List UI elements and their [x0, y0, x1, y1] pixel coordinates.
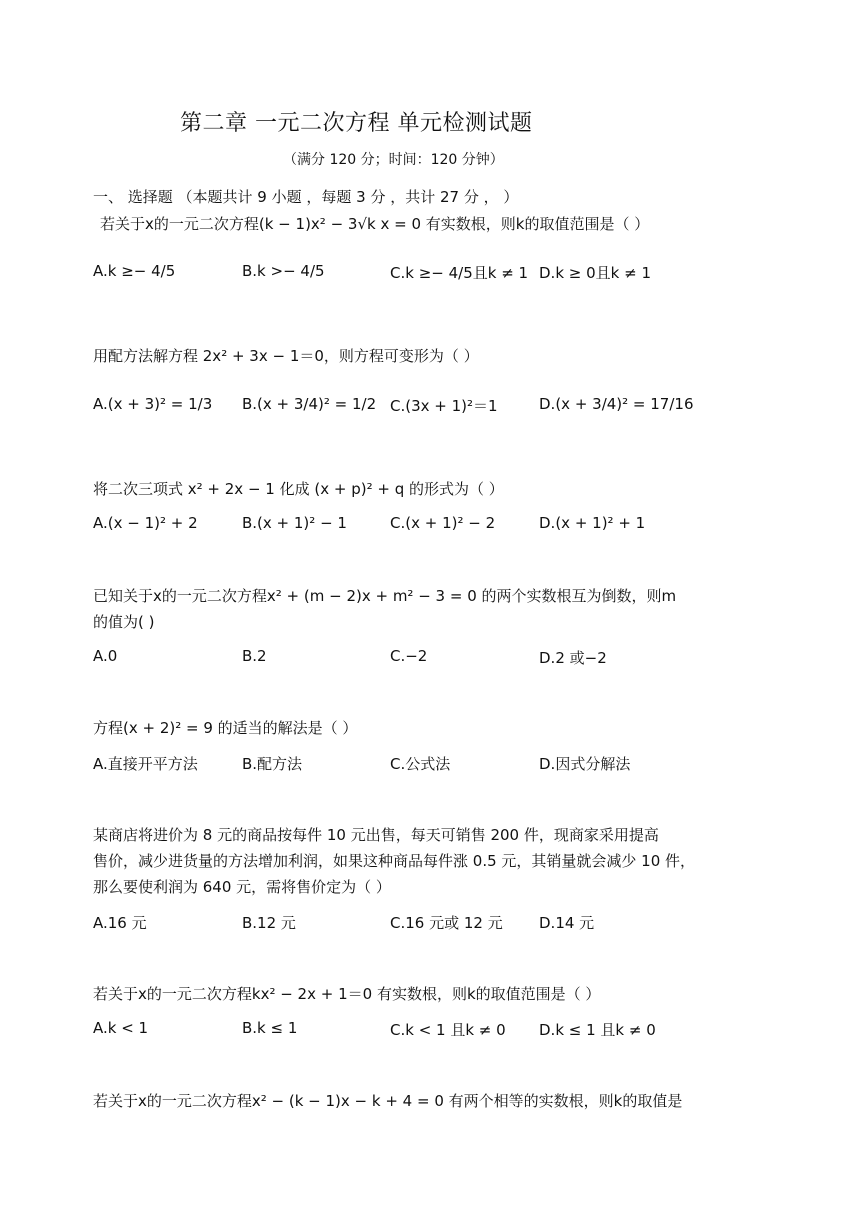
question-7-option-a: A.k < 1 [93, 1019, 149, 1037]
question-5-option-b: B.配方法 [242, 755, 303, 773]
question-4-option-d: D.2 或−2 [539, 649, 607, 667]
question-4-option-a: A.0 [93, 647, 118, 665]
page-subtitle: （满分 120 分；时间：120 分钟） [283, 152, 504, 168]
question-6-option-a: A.16 元 [93, 914, 147, 932]
question-1-option-d: D.k ≥ 0且k ≠ 1 [539, 264, 651, 282]
question-5-stem: 方程(x + 2)² = 9 的适当的解法是（ ） [93, 719, 358, 737]
question-7-option-c: C.k < 1 且k ≠ 0 [390, 1021, 506, 1039]
question-7-stem: 若关于x的一元二次方程kx² − 2x + 1＝0 有实数根，则k的取值范围是（ ） [93, 985, 601, 1003]
question-5-option-a: A.直接开平方法 [93, 755, 198, 773]
question-7-option-d: D.k ≤ 1 且k ≠ 0 [539, 1021, 656, 1039]
question-6-stem-cont: 售价，减少进货量的方法增加利润，如果这种商品每件涨 0.5 元，其销量就会减少 10 件， [93, 852, 696, 870]
question-2-option-b: B.(x + 3/4)² = 1/2 [242, 395, 377, 413]
question-2-stem: 用配方法解方程 2x² + 3x − 1＝0，则方程可变形为（ ） [93, 347, 479, 365]
question-7-option-b: B.k ≤ 1 [242, 1019, 298, 1037]
question-1-option-a: A.k ≥− 4/5 [93, 262, 176, 280]
question-4-stem-cont: 的值为( ) [93, 613, 155, 631]
question-6-stem: 某商店将进价为 8 元的商品按每件 10 元出售，每天可销售 200 件，现商家采用提高 [93, 826, 659, 844]
question-2-option-c: C.(3x + 1)²＝1 [390, 397, 498, 415]
question-6-option-d: D.14 元 [539, 914, 595, 932]
question-3-option-c: C.(x + 1)² − 2 [390, 514, 496, 532]
question-4-option-c: C.−2 [390, 647, 428, 665]
section-heading: 一、 选择题 （本题共计 9 小题 ，每题 3 分 ，共计 27 分 ， ） [93, 188, 519, 206]
question-2-option-d: D.(x + 3/4)² = 17/16 [539, 395, 694, 413]
question-6-option-b: B.12 元 [242, 914, 296, 932]
question-3-stem: 将二次三项式 x² + 2x − 1 化成 (x + p)² + q 的形式为（ ） [93, 480, 504, 498]
question-1-option-b: B.k >− 4/5 [242, 262, 325, 280]
question-2-option-a: A.(x + 3)² = 1/3 [93, 395, 213, 413]
question-3-option-b: B.(x + 1)² − 1 [242, 514, 347, 532]
question-8-stem: 若关于x的一元二次方程x² − (k − 1)x − k + 4 = 0 有两个相等的实数根，则k的取值是 [93, 1092, 683, 1110]
question-5-option-d: D.因式分解法 [539, 755, 631, 773]
question-3-option-d: D.(x + 1)² + 1 [539, 514, 646, 532]
question-4-stem: 已知关于x的一元二次方程x² + (m − 2)x + m² − 3 = 0 的两个实数根互为倒数，则m [93, 587, 677, 605]
page-title: 第二章 一元二次方程 单元检测试题 [180, 111, 533, 136]
question-1-option-c: C.k ≥− 4/5且k ≠ 1 [390, 264, 529, 282]
question-3-option-a: A.(x − 1)² + 2 [93, 514, 198, 532]
question-4-option-b: B.2 [242, 647, 267, 665]
question-6-stem-cont2: 那么要使利润为 640 元，需将售价定为（ ） [93, 878, 391, 896]
question-5-option-c: C.公式法 [390, 755, 451, 773]
question-1-stem: 若关于x的一元二次方程(k − 1)x² − 3√k x = 0 有实数根，则k的取值范围是（ ） [100, 215, 650, 233]
question-6-option-c: C.16 元或 12 元 [390, 914, 503, 932]
